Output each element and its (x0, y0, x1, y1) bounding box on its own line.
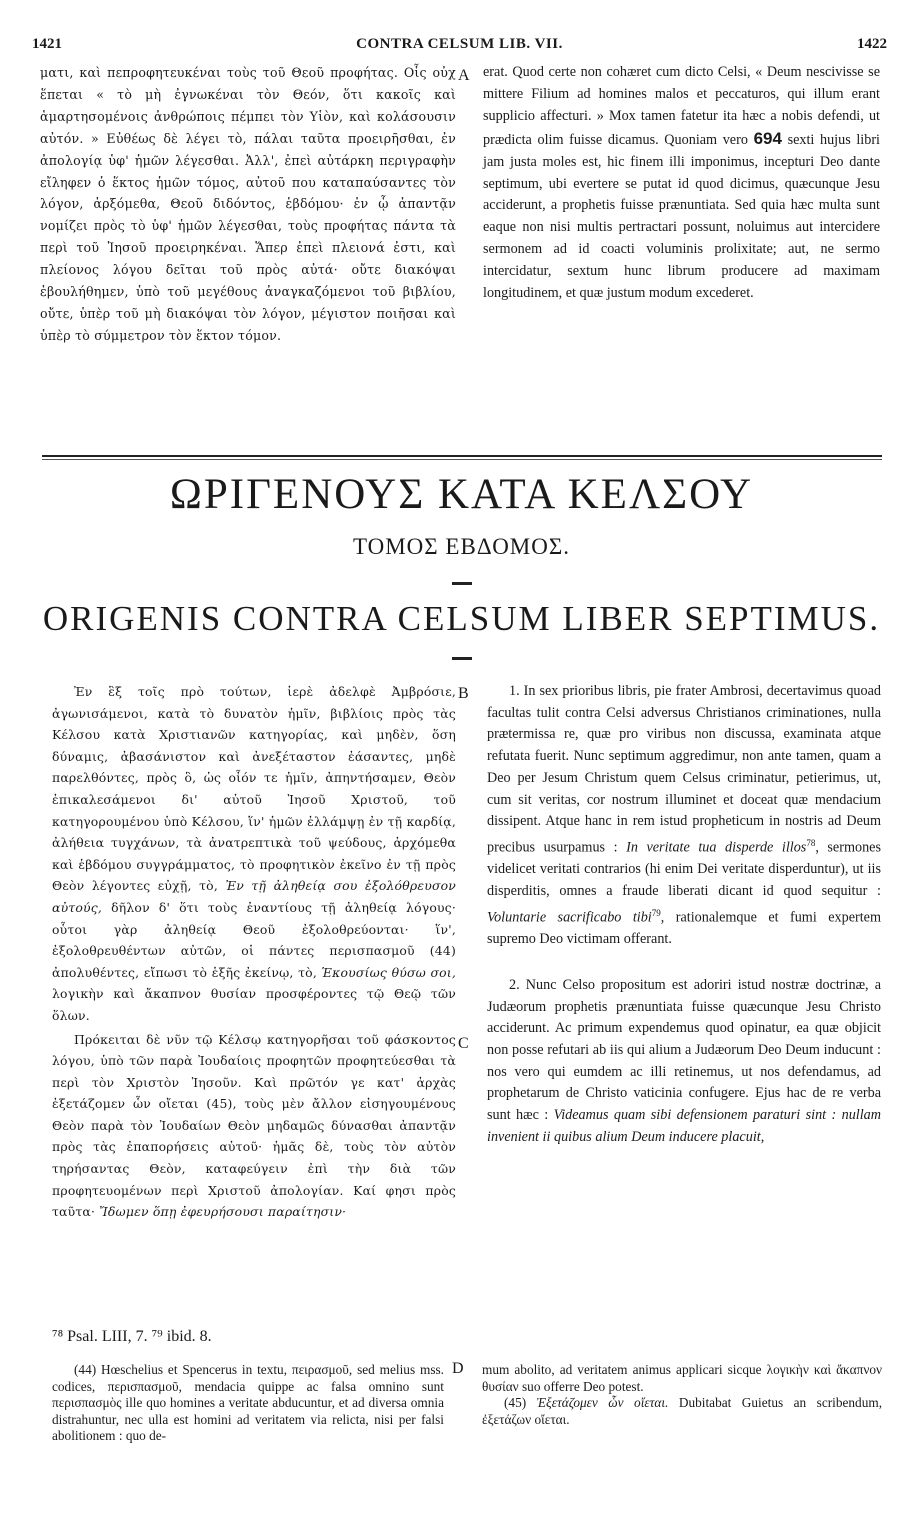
note-44-continued: mum abolito, ad veritatem animus applicari sicque λογικὴν καὶ ἄκαπνον θυσίαν suo offerre Deo potest. (482, 1362, 882, 1394)
greek-book-subtitle: ΤΟΜΟΣ ΕΒΔΟΜΟΣ. (352, 534, 570, 559)
title-dash-2 (452, 657, 472, 660)
footnote-references: ⁷⁸ Psal. LIII, 7. ⁷⁹ ibid. 8. (52, 1328, 212, 1345)
latin-p2-text: Nunc Celso propositum est adoriri istud nostræ doctrinæ, a Judæorum prophetis prænuntiata fuisse quæcunque Jesu Christo acciderunt. Ac primum expendemus quod opinatur, ea quæ objicit non posse refutari ab iis qui alium a Judæorum Deo Deum inducunt : nos vero qui eumdem ac illi retinemus, ut nos defendamus, ad prophetarum de Christo vaticinia confugere. Ejus hac de re verba sunt hæc : (487, 976, 882, 1124)
latin-p1-text-b: , sermones videlicet veritati contrarios (hi enim Dei veritate disperduntur), ut iis disperditis, omnes a fraude liberati dicant id quod sequitur : (487, 839, 881, 900)
greek-p1-text: Ἐν ἓξ τοῖς πρὸ τούτων, ἱερὲ ἀδελφὲ Ἀμβρόσιε, ἀγωνισάμενοι, κατὰ τὸ δυνατὸν ἡμῖν, βιβλίοις πρὸς τὰς Κέλσου κατὰ Χριστιανῶν κατηγορίας, καὶ μηδὲν, ὅση δύναμις, ἀβασάνιστον καὶ ἀνεξέταστον ἐάσαντες, μηδὲ παρελθόντες, πρὸς ὃ, ὡς οἷόν τε ἡμῖν, ἀπηντήσαμεν, Θεὸν ἐπικαλεσάμενοι δι' αὐτοῦ Ἰησοῦ Χριστοῦ, τοῦ κατηγορουμένου ὑπὸ Κέλσου, ἵν' ἡμῶν ἐλλάμψῃ ἐν τῇ καρδίᾳ, ἀλήθεια τυγχάνων, τὰ ἀνατρεπτικὰ τοῦ ψεύδους, ἀρχόμεθα καὶ ἑβδόμου συγγράμματος, τὸ προφητικὸν ἐκεῖνο ἐν τῇ πρὸς Θεὸν λέγοντες εὐχῇ, τὸ, (52, 684, 456, 894)
notes-right (482, 1362, 882, 1428)
note-45-greek: Ἐξετάζομεν ὧν οἴεται. (536, 1395, 669, 1410)
note-45-label: (45) (504, 1395, 527, 1410)
note-44: (44) Hœschelius et Spencerus in textu, πειρασμοῦ, sed melius mss. codices, περισπασμοῦ, mendacia quippe ac falsa omnino sunt περισπασμὸς ille quo homines a veritate abducuntur, et ad diversa omnia distrahuntur, nec ulla est homini ad veritatem via relicta, nisi per falsi abolitionem : quo de- (52, 1362, 444, 1443)
running-title: CONTRA CELSUM LIB. VII. (356, 36, 563, 52)
title-dash-1 (452, 582, 472, 585)
greek-paragraph-2 (52, 1029, 456, 1223)
latin-p1-number: 1. (509, 683, 520, 699)
top-greek-column (40, 62, 456, 347)
note-45 (482, 1395, 882, 1428)
greek-p2-text: Πρόκειται δὲ νῦν τῷ Κέλσῳ κατηγορῆσαι τοῦ φάσκοντος λόγου, ὑπὸ τῶν παρὰ Ἰουδαίοις προφητῶν προφητεύεσθαι τὰ περὶ τὸν Χριστὸν Ἰησοῦν. Καὶ πρῶτόν γε κατ' ἀρχὰς ἐξετάζομεν ὧν οἴεται (45), τοὺς μὲν ἄλλον εἰσηγουμένους Θεὸν παρὰ τὸν Ἰουδαίων Θεὸν μηδαμῶς δύνασθαι ἀπαντᾷν πρὸς τὰς ἐπαπορήσεις αὐτοῦ· ἡμᾶς δὲ, τοὺς τὸν αὐτὸν τηρήσαντας Θεὸν, καταφεύγειν ἐπὶ τὴν διὰ τῶν προφητευομένων περὶ Χριστοῦ ἀπολογίαν. Καί φησι πρὸς ταῦτα· (52, 1031, 456, 1220)
greek-p1-quote-2: Ἑκουσίως θύσω σοι, (321, 964, 457, 980)
latin-p1-text: In sex prioribus libris, pie frater Ambrosi, decertavimus quoad facultas tulit contra Celsi adversus Christianos criminationes, nulla prætermissa re, quæ pro viribus non discussa, examinata atque refutata fuerit. Nunc septimum aggredimur, non ante tamen, quam a Deo per Jesum Christum quem Celsus criminatur, petierimus, ut, cum sit veritas, cor nostrum illuminet et doceat quæ mendacium dissipent. Atque hanc in rem istud propheticum in nostris ad Deum precibus usurpamus : (487, 683, 881, 856)
footnote-marker-79: 79 (651, 907, 661, 918)
greek-p1-quote-1: Ἐν τῇ ἀληθείᾳ σου ἐξολόθρευσον αὐτούς, (52, 878, 456, 915)
left-page-number: 1421 (32, 36, 62, 52)
latin-paragraph-2 (487, 975, 881, 1149)
margin-marker-d: D (452, 1360, 464, 1377)
top-latin-text-b: sexti hujus libri jam justa moles est, hic finem illi imponimus, incepturi Deo dante septimum, ubi evertere se putat id quod dicimus, quæcunque Jesu acciderunt, a prophetis fuisse prænuntiata. Sed quia hæc multa sunt eaque non nisi multis pertractari possunt, noluimus aut intercidere sermonem ad id coacti voluminis prolixitate; aut, ne sermo intercidatur, sextum hunc librum producere ad maximam longitudinem, et quæ justum modum excederet. (483, 131, 880, 302)
greek-p2-quote: Ἴδωμεν ὅπῃ ἐφευρήσουσι παραίτησιν· (99, 1204, 347, 1220)
latin-p1-quote-2: Voluntarie sacrificabo tibi (487, 909, 652, 926)
latin-p2-number: 2. (509, 976, 520, 993)
margin-marker-b: B (458, 685, 469, 702)
latin-paragraph-1 (487, 681, 881, 951)
margin-marker-a: A (458, 67, 470, 84)
notes-left (52, 1362, 444, 1445)
top-greek-text: ματι, καὶ πεπροφητευκέναι τοὺς τοῦ Θεοῦ προφήτας. Οἷς οὐχ ἕπεται « τὸ μὴ ἐγνωκέναι τὸν Θεόν, ὅτι κακοῖς καὶ ἁμαρτησομένοις ἀνθρώποις πέμπει τὸν Υἱὸν, καὶ κολάσουσιν αὐτόν. » Εὐθέως δὲ λέγει τὸ, πάλαι ταῦτα προειρῆσθαι, ἐν ἀπολογίᾳ ὑφ' ἡμῶν λέγεσθαι. Ἀλλ', ἐπεὶ αὐτάρκη περιγραφὴν εἴληφεν ὁ ἕκτος ἡμῶν τόμος, αὐτοῦ που καταπαύσαντες τὸν λόγον, ἀρξόμεθα, Θεοῦ διδόντος, ἑβδόμου· ἐν ᾧ ἀπαντᾷν νομίζει πρὸς τὸ ὑφ' ἡμῶν λέγεσθαι, τοὺς προφήτας πάντα τὰ περὶ τοῦ Ἰησοῦ προειρηκέναι. Ἅπερ ἐπεὶ πλειονά ἐστι, καὶ πλείονος λόγου δεῖται τοῦ πρὸς αὐτά· οὔτε διακόψαι ἐβουλήθημεν, ὑπὸ τοῦ μεγέθους ἀναγκαζόμενοι τοῦ βιβλίου, οὔτε, ὑπὲρ τοῦ μὴ διακόψαι τὸν λόγον, μέγιστον ποιῆσαι καὶ ὑπὲρ τὸ σύμμετρον τὸν ἕκτον τόμον. (40, 65, 456, 343)
note-45-text: Dubitabat Guietus an scribendum, ἐξετάζων οἴεται. (482, 1395, 883, 1427)
running-head (32, 36, 887, 56)
top-latin-column (483, 62, 880, 305)
greek-p1-mid: δῆλον δ' ὅτι τοὺς ἐναντίους τῇ ἀληθείᾳ λόγους· οὗτοι γὰρ ἀληθείᾳ Θεοῦ ἐξολοθρεύονται· ἵν', ἐξολοθρευθέντων αὐτῶν, οἱ πάντες περισπασμοῦ (44) ἀπολυθέντες, εἴπωσι τὸ ἑξῆς ἐκείνῳ, τὸ, (52, 899, 457, 980)
main-greek-column (52, 681, 456, 1223)
greek-p1-end: λογικὴν καὶ ἄκαπνον θυσίαν προσφέροντες τῷ Θεῷ τῶν ὅλων. (52, 986, 456, 1023)
column-number: 694 (753, 128, 782, 148)
main-latin-column (487, 681, 881, 1149)
section-divider-thin (42, 459, 882, 460)
section-divider (42, 455, 882, 457)
top-latin-text-a: erat. Quod certe non cohæret cum dicto Celsi, « Deum nescivisse se mittere Filium ad homines malos et peccaturos, qui illum erant supplicio affecturi. » Mox tamen fatetur ita hæc a nobis defendi, ut prædicta olim fuisse dicamus. Quoniam vero (483, 64, 880, 148)
latin-p1-text-c: , rationalemque et fumi expertem supremo Deo victimam offerant. (487, 909, 881, 948)
margin-marker-c: C (458, 1035, 469, 1052)
greek-paragraph-1 (52, 681, 456, 1027)
right-page-number: 1422 (857, 36, 887, 52)
latin-p2-quote: Videamus quam sibi defensionem paraturi sint : nullam invenient ii quibus alium Deum inducere placuit, (487, 1107, 882, 1145)
footnote-marker-78: 78 (806, 837, 816, 848)
latin-book-title: ORIGENIS CONTRA CELSUM LIBER SEPTIMUS. (42, 599, 881, 638)
greek-book-title: ΩΡΙΓΕΝΟΥΣ ΚΑΤΑ ΚΕΛΣΟΥ (169, 471, 754, 518)
latin-p1-quote-1: In veritate tua disperde illos (626, 839, 807, 856)
